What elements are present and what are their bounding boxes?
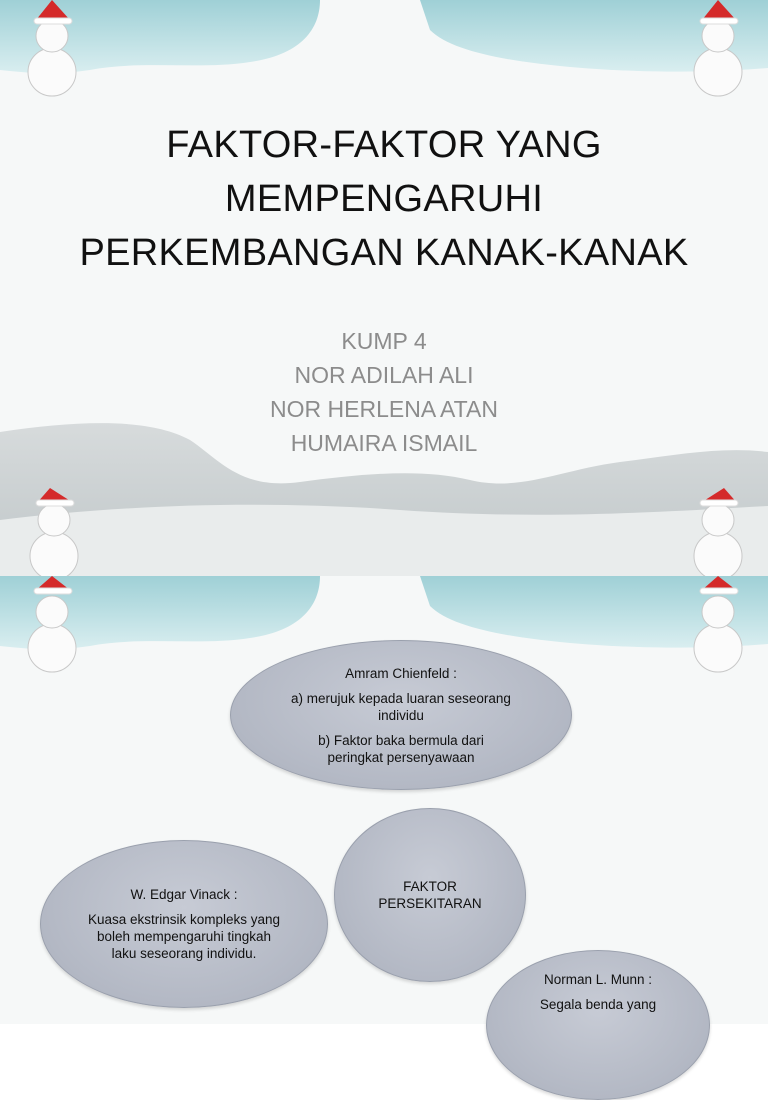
snowman-icon xyxy=(20,484,88,576)
oval-body: Segala benda yang xyxy=(539,997,657,1012)
author-name: NOR ADILAH ALI xyxy=(294,362,474,388)
oval-heading: Amram Chienfeld : xyxy=(345,665,457,681)
title-line: FAKTOR-FAKTOR YANG xyxy=(166,124,602,166)
oval-body: Kuasa ekstrinsik kompleks yang boleh mempengaruhi tingkah laku seseorang individu. xyxy=(87,912,281,961)
snowman-icon xyxy=(684,576,752,676)
faktor-persekitaran-oval xyxy=(334,808,526,982)
author-name: NOR HERLENA ATAN xyxy=(270,396,498,422)
group-label: KUMP 4 xyxy=(341,328,427,354)
snowman-icon xyxy=(684,0,752,100)
title-line: PERKEMBANGAN KANAK-KANAK xyxy=(79,232,689,274)
center-label: FAKTOR xyxy=(403,879,457,894)
slide-title xyxy=(40,118,728,280)
edgar-definition-oval xyxy=(40,840,328,1008)
center-label: PERSEKITARAN xyxy=(378,896,482,911)
norman-definition-oval xyxy=(486,950,710,1100)
snowman-icon xyxy=(18,576,86,676)
amram-definition-oval xyxy=(230,640,572,790)
oval-heading: W. Edgar Vinack : xyxy=(130,887,238,902)
title-line: MEMPENGARUHI xyxy=(224,178,544,220)
oval-point: a) merujuk kepada luaran seseorang individu xyxy=(291,690,511,723)
slide-subtitle xyxy=(84,324,684,460)
oval-heading: Norman L. Munn : xyxy=(543,972,653,987)
author-name: HUMAIRA ISMAIL xyxy=(290,430,478,456)
snowman-icon xyxy=(684,484,752,576)
snowman-icon xyxy=(18,0,86,100)
oval-point: b) Faktor baka bermula dari peringkat persenyawaan xyxy=(318,732,484,765)
